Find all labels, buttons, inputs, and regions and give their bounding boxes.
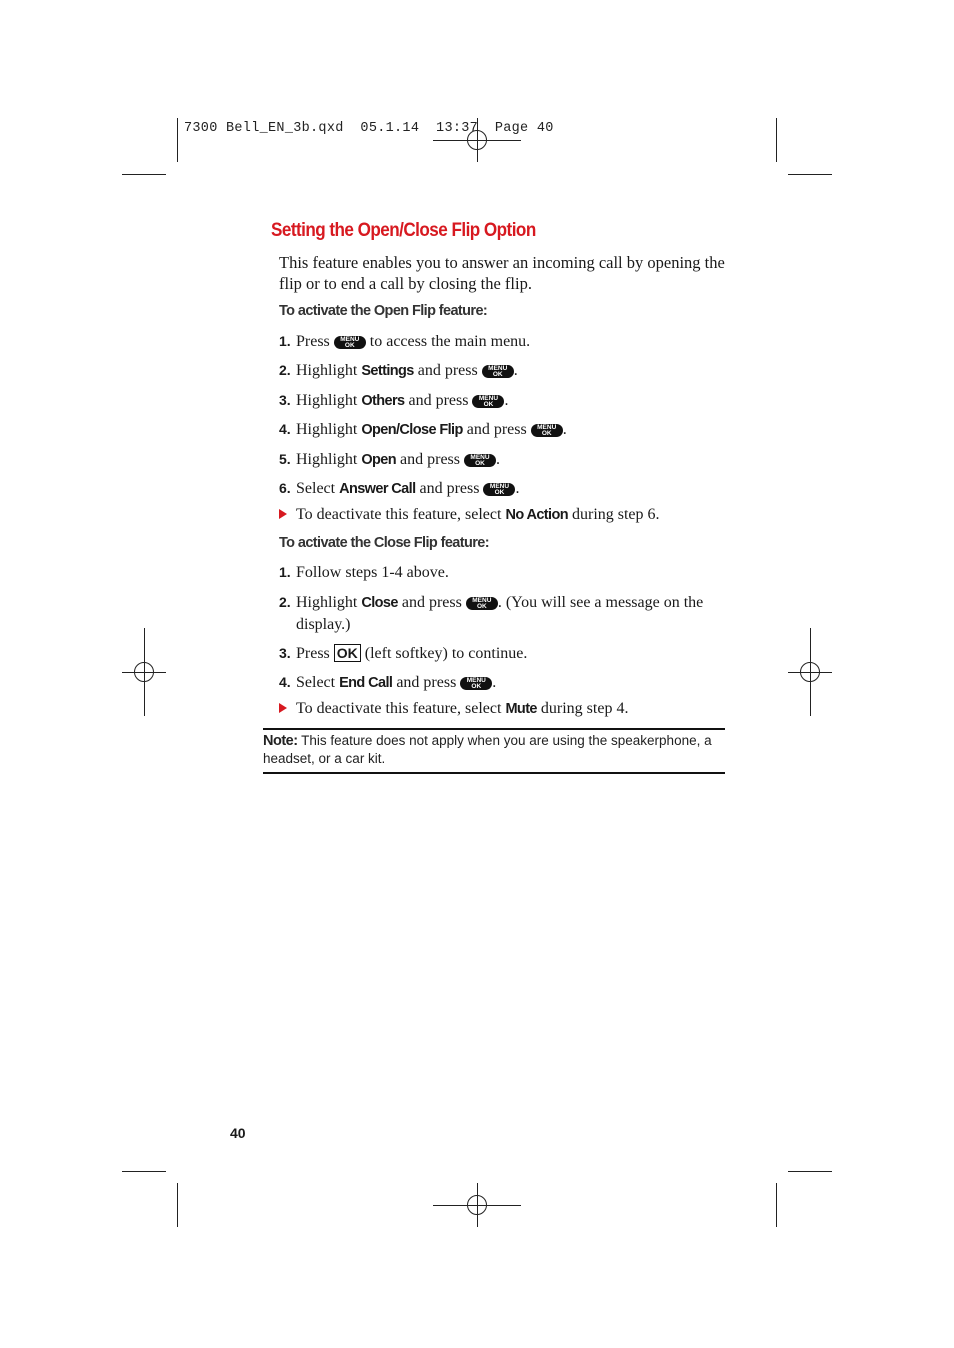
bullet-arrow-icon	[279, 509, 287, 519]
note-bottom-rule	[263, 772, 725, 774]
menu-ok-key-icon: MENU OK	[460, 677, 492, 690]
step-number: 2.	[279, 594, 291, 610]
note-label: Note:	[263, 733, 298, 749]
crop-mark	[788, 1171, 832, 1172]
menu-ok-key-icon: MENU OK	[483, 483, 515, 496]
menu-keyword: Others	[361, 393, 405, 409]
step-number: 5.	[279, 451, 291, 467]
step-number: 1.	[279, 564, 291, 580]
step-text: Highlight Open/Close Flip and press MENU OK .	[296, 421, 567, 438]
crop-mark	[177, 118, 178, 162]
note-text: This feature does not apply when you are using the speakerphone, a headset, or a car kit.	[263, 733, 712, 766]
crop-mark	[776, 1183, 777, 1227]
step-text: Select End Call and press MENU OK .	[296, 674, 497, 691]
step-text: Highlight Others and press MENU OK .	[296, 392, 509, 409]
crop-mark	[788, 174, 832, 175]
menu-ok-key-icon: MENU OK	[482, 365, 514, 378]
menu-keyword: End Call	[339, 675, 393, 691]
step-text: Follow steps 1-4 above.	[296, 564, 449, 581]
step-number: 4.	[279, 674, 291, 690]
tip-text: To deactivate this feature, select Mute during step 4.	[296, 700, 629, 717]
step-text: Highlight Settings and press MENU OK .	[296, 362, 518, 379]
menu-keyword: Settings	[361, 363, 414, 379]
menu-ok-key-icon: MENU OK	[472, 395, 504, 408]
close-flip-subhead: To activate the Close Flip feature:	[279, 535, 489, 551]
step-text: Press OK (left softkey) to continue.	[296, 645, 528, 662]
menu-keyword: Mute	[505, 701, 537, 717]
note-box	[263, 732, 728, 768]
menu-ok-key-icon: MENU OK	[531, 424, 563, 437]
tip-text: To deactivate this feature, select No Action during step 6.	[296, 506, 660, 523]
crop-mark	[122, 174, 166, 175]
menu-ok-key-icon: MENU OK	[334, 336, 366, 349]
menu-keyword: Open	[361, 452, 397, 468]
step-text: Highlight Close and press MENU OK . (You will see a message on the display.)	[296, 594, 704, 633]
note-top-rule	[263, 728, 725, 730]
ok-softkey-icon: OK	[334, 644, 361, 662]
page-number: 40	[230, 1125, 246, 1141]
bullet-arrow-icon	[279, 703, 287, 713]
crop-mark	[122, 1171, 166, 1172]
menu-keyword: Answer Call	[339, 481, 416, 497]
menu-keyword: Open/Close Flip	[361, 422, 463, 438]
step-number: 2.	[279, 362, 291, 378]
step-number: 6.	[279, 480, 291, 496]
menu-ok-key-icon: MENU OK	[466, 597, 498, 610]
step-number: 3.	[279, 645, 291, 661]
step-text: Select Answer Call and press MENU OK .	[296, 480, 520, 497]
menu-keyword: No Action	[505, 507, 568, 523]
intro-paragraph: This feature enables you to answer an incoming call by opening the flip or to end a call by closing the flip.	[279, 253, 725, 293]
step-text: Press MENU OK to access the main menu.	[296, 333, 531, 350]
step-number: 1.	[279, 333, 291, 349]
step-text: Highlight Open and press MENU OK .	[296, 451, 500, 468]
print-slug: 7300 Bell_EN_3b.qxd 05.1.14 13:37 Page 40	[184, 121, 554, 136]
menu-ok-key-icon: MENU OK	[464, 454, 496, 467]
open-flip-subhead: To activate the Open Flip feature:	[279, 303, 488, 319]
step-number: 3.	[279, 392, 291, 408]
crop-mark	[776, 118, 777, 162]
page-title: Setting the Open/Close Flip Option	[271, 220, 536, 241]
menu-keyword: Close	[361, 595, 398, 611]
step-number: 4.	[279, 421, 291, 437]
crop-mark	[177, 1183, 178, 1227]
